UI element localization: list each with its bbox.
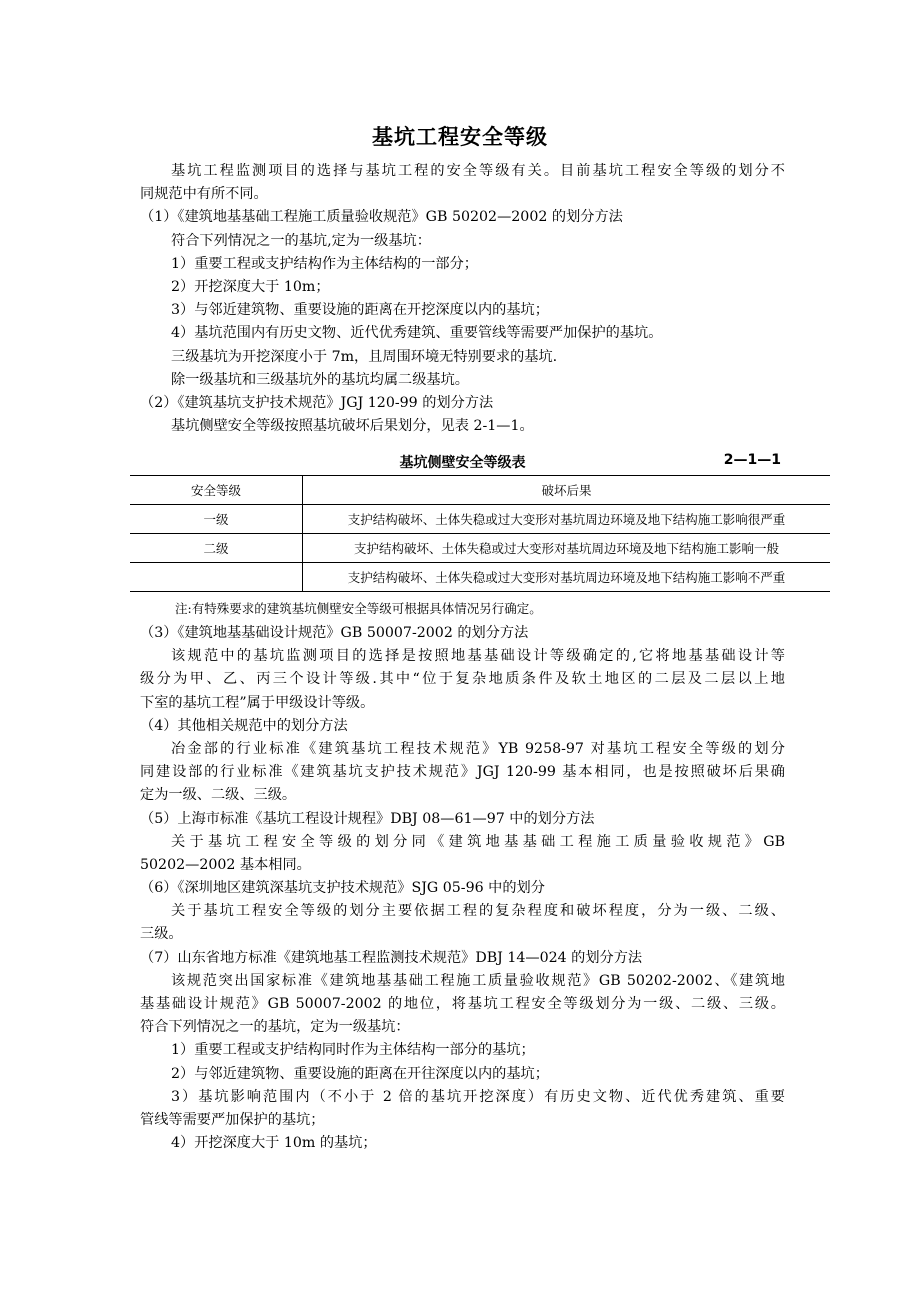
- section-6-heading: （6）《深圳地区建筑深基坑支护技术规范》SJG 05-96 中的划分: [140, 880, 545, 897]
- section-1-line: 3）与邻近建筑物、重要设施的距离在开挖深度以内的基坑；: [171, 302, 549, 319]
- section-4-line: 定为一级、二级、三级。: [140, 787, 297, 804]
- table-cell-consequence: 支护结构破坏、土体失稳或过大变形对基坑周边环境及地下结构施工影响一般: [303, 534, 831, 563]
- section-3-heading: （3）《建筑地基基础设计规范》GB 50007-2002 的划分方法: [140, 625, 529, 641]
- table-cell-grade: 一级: [130, 505, 303, 534]
- table-row: [130, 534, 830, 563]
- section-1-line: 三级基坑为开挖深度小于 7m，且周围环境无特别要求的基坑.: [171, 348, 558, 365]
- table-caption-title: 基坑侧壁安全等级表: [399, 455, 526, 471]
- intro-line-1: 基坑工程监测项目的选择与基坑工程的安全等级有关。目前基坑工程安全等级的划分不: [171, 163, 785, 179]
- section-6-line: 三级。: [140, 926, 183, 943]
- table-number: 2—1—1: [723, 452, 781, 468]
- table-header-cell: 破坏后果: [303, 476, 831, 505]
- table-row: [130, 563, 830, 592]
- section-1-line: 2）开挖深度大于 10m；: [171, 278, 330, 295]
- section-3-line: 该规范中的基坑监测项目的选择是按照地基基础设计等级确定的,它将地基基础设计等: [171, 648, 785, 665]
- section-1-line: 4）基坑范围内有历史文物、近代优秀建筑、重要管线等需要严加保护的基坑。: [171, 325, 663, 342]
- section-5-heading: （5）上海市标准《基坑工程设计规程》DBJ 08—61—97 中的划分方法: [140, 810, 595, 827]
- table-note: 注:有特殊要求的建筑基坑侧壁安全等级可根据具体情况另行确定。: [175, 601, 542, 616]
- section-1-line: 1）重要工程或支护结构作为主体结构的一部分；: [171, 255, 478, 272]
- section-7-line: 符合下列情况之一的基坑，定为一级基坑：: [140, 1019, 410, 1036]
- section-2-heading: （2）《建筑基坑支护技术规范》JGJ 120-99 的划分方法: [140, 394, 494, 411]
- section-1-heading: （1）《建筑地基基础工程施工质量验收规范》GB 50202—2002 的划分方法: [140, 209, 623, 226]
- table-caption: [140, 452, 785, 472]
- section-7-heading: （7）山东省地方标准《建筑地基工程监测技术规范》DBJ 14—024 的划分方法: [140, 949, 643, 966]
- section-7-line: 基基础设计规范》GB 50007-2002 的地位，将基坑工程安全等级划分为一级、二级、三级。: [140, 996, 785, 1012]
- page-title: 基坑工程安全等级: [372, 125, 548, 149]
- section-lower: [140, 622, 785, 1155]
- section-4-heading: （4）其他相关规范中的划分方法: [140, 717, 348, 734]
- section-7-line: 管线等需要严加保护的基坑；: [140, 1111, 325, 1128]
- section-3-line: 下室的基坑工程”属于甲级设计等级。: [140, 694, 375, 711]
- table-cell-consequence: 支护结构破坏、土体失稳或过大变形对基坑周边环境及地下结构施工影响不严重: [303, 563, 831, 592]
- table-header-row: [130, 476, 830, 505]
- section-6-line: 关于基坑工程安全等级的划分主要依据工程的复杂程度和破坏程度，分为一级、二级、: [171, 903, 785, 920]
- section-7-line: 4）开挖深度大于 10m 的基坑；: [171, 1135, 377, 1152]
- safety-grade-table: [130, 475, 830, 592]
- section-5-line: 50202—2002 基本相同。: [140, 856, 311, 873]
- section-7-line: 该规范突出国家标准《建筑地基基础工程施工质量验收规范》GB 50202-2002、《建筑地: [171, 972, 785, 989]
- table-row: [130, 505, 830, 534]
- section-2-line: 基坑侧壁安全等级按照基坑破坏后果划分，见表 2-1—1。: [171, 418, 534, 435]
- section-4-line: 同建设部的行业标准《建筑基坑支护技术规范》JGJ 120-99 基本相同，也是按照破坏后果确: [140, 764, 785, 781]
- section-7-line: 1）重要工程或支护结构同时作为主体结构一部分的基坑；: [171, 1042, 535, 1059]
- section-7-line: 2）与邻近建筑物、重要设施的距离在开往深度以内的基坑；: [171, 1065, 549, 1082]
- section-1-line: 符合下列情况之一的基坑,定为一级基坑：: [171, 232, 431, 249]
- section-5-line: 关于基坑工程安全等级的划分同《建筑地基基础工程施工质量验收规范》GB: [171, 833, 785, 850]
- table-header-cell: 安全等级: [130, 476, 303, 505]
- table-cell-consequence: 支护结构破坏、土体失稳或过大变形对基坑周边环境及地下结构施工影响很严重: [303, 505, 831, 534]
- table-cell-grade: 二级: [130, 534, 303, 563]
- table-cell-grade: [130, 563, 303, 592]
- section-4-line: 冶金部的行业标准《建筑基坑工程技术规范》YB 9258-97 对基坑工程安全等级的划分: [171, 740, 785, 757]
- section-7-line: 3）基坑影响范围内（不小于 2 倍的基坑开挖深度）有历史文物、近代优秀建筑、重要: [171, 1088, 785, 1105]
- section-3-line: 级分为甲、乙、丙三个设计等级.其中“位于复杂地质条件及软土地区的二层及二层以上地: [140, 671, 785, 688]
- section-1-line: 除一级基坑和三级基坑外的基坑均属二级基坑。: [171, 371, 469, 388]
- intro-line-2: 同规范中有所不同。: [140, 186, 268, 203]
- section-upper: [140, 160, 785, 438]
